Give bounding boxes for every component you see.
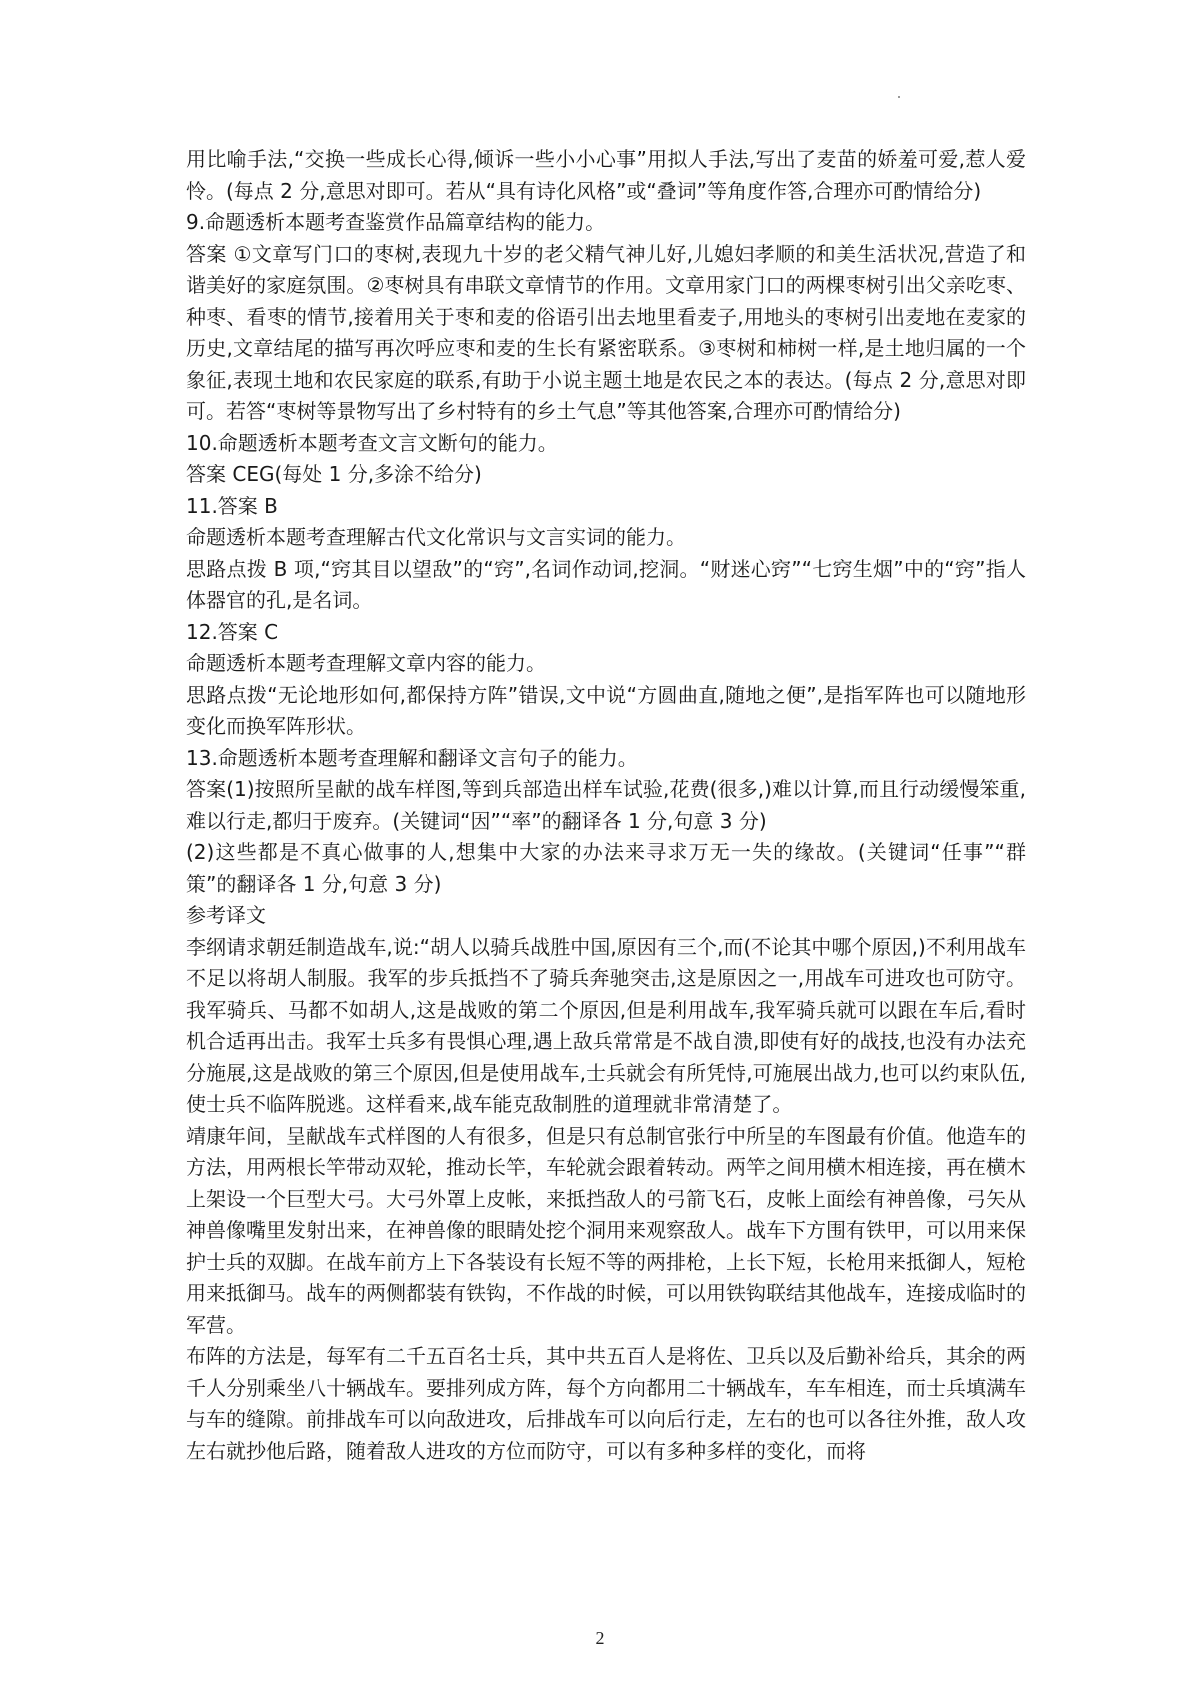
paragraph: 靖康年间，呈献战车式样图的人有很多，但是只有总制官张行中所呈的车图最有价值。他造车的方法，用两根长竿带动双轮，推动长竿，车轮就会跟着转动。两竿之间用横木相连接，再在横木上架设一个巨型大弓。大弓外罩上皮帐，来抵挡敌人的弓箭飞石，皮帐上面绘有神兽像，弓矢从神兽像嘴里发射出来，在神兽像的眼睛处挖个洞用来观察敌人。战车下方围有铁甲，可以用来保护士兵的双脚。在战车前方上下各装设有长短不等的两排枪，上长下短，长枪用来抵御人，短枪用来抵御马。战车的两侧都装有铁钩，不作战的时候，可以用铁钩联结其他战车，连接成临时的军营。 bbox=[186, 1123, 1026, 1337]
paragraph: 用比喻手法,“交换一些成长心得,倾诉一些小小心事”用拟人手法,写出了麦苗的娇羞可爱,惹人爱怜。(每点 2 分,意思对即可。若从“具有诗化风格”或“叠词”等角度作答,合理亦可酌情给分) bbox=[186, 147, 1026, 203]
paragraph: 答案(1)按照所呈献的战车样图,等到兵部造出样车试验,花费(很多,)难以计算,而且行动缓慢笨重,难以行走,都归于废弃。(关键词“因”“率”的翻译各 1 分,句意 3 分) bbox=[186, 777, 1026, 833]
paragraph: 答案 CEG(每处 1 分,多涂不给分) bbox=[186, 462, 482, 486]
paragraph: 命题透析本题考查理解文章内容的能力。 bbox=[186, 651, 546, 675]
paragraph: 9.命题透析本题考查鉴赏作品篇章结构的能力。 bbox=[186, 210, 606, 234]
paragraph: 布阵的方法是，每军有二千五百名士兵，其中共五百人是将佐、卫兵以及后勤补给兵，其余的两千人分别乘坐八十辆战车。要排列成方阵，每个方向都用二十辆战车，车车相连，而士兵填满车与车的缝隙。前排战车可以向敌进攻，后排战车可以向后行走，左右的也可以各往外推，敌人攻左右就抄他后路，随着敌人进攻的方位而防守，可以有多种多样的变化，而将 bbox=[186, 1344, 1026, 1463]
paragraph: 答案 ①文章写门口的枣树,表现九十岁的老父精气神儿好,儿媳妇孝顺的和美生活状况,营造了和谐美好的家庭氛围。②枣树具有串联文章情节的作用。文章用家门口的两棵枣树引出父亲吃枣、种枣、看枣的情节,接着用关于枣和麦的俗语引出去地里看麦子,用地头的枣树引出麦地在麦家的历史,文章结尾的描写再次呼应枣和麦的生长有紧密联系。③枣树和柿树一样,是土地归属的一个象征,表现土地和农民家庭的联系,有助于小说主题土地是农民之本的表达。(每点 2 分,意思对即可。若答“枣树等景物写出了乡村特有的乡土气息”等其他答案,合理亦可酌情给分) bbox=[186, 241, 1026, 423]
paragraph: 13.命题透析本题考查理解和翻译文言句子的能力。 bbox=[186, 745, 638, 770]
paragraph: 12.答案 C bbox=[186, 619, 279, 644]
paragraph: 命题透析本题考查理解古代文化常识与文言实词的能力。 bbox=[186, 525, 686, 549]
paragraph: 思路点拨 B 项,“窍其目以望敌”的“窍”,名词作动词,挖洞。“财迷心窍”“七窍生烟”中的“窍”指人体器官的孔,是名词。 bbox=[186, 556, 1026, 612]
document-body bbox=[186, 144, 1026, 1467]
paragraph: 10.命题透析本题考查文言文断句的能力。 bbox=[186, 430, 558, 455]
paragraph: (2)这些都是不真心做事的人,想集中大家的办法来寻求万无一失的缘故。(关键词“任事”“群策”的翻译各 1 分,句意 3 分) bbox=[186, 840, 1026, 896]
paragraph: 参考译文 bbox=[186, 903, 266, 927]
page-number: 2 bbox=[595, 1628, 605, 1648]
paragraph: 李纲请求朝廷制造战车,说:“胡人以骑兵战胜中国,原因有三个,而(不论其中哪个原因,)不利用战车不足以将胡人制服。我军的步兵抵挡不了骑兵奔驰突击,这是原因之一,用战车可进攻也可防守。我军骑兵、马都不如胡人,这是战败的第二个原因,但是利用战车,我军骑兵就可以跟在车后,看时机合适再出击。我军士兵多有畏惧心理,遇上敌兵常常是不战自溃,即使有好的战技,也没有办法充分施展,这是战败的第三个原因,但是使用战车,士兵就会有所凭恃,可施展出战力,也可以约束队伍,使士兵不临阵脱逃。这样看来,战车能克敌制胜的道理就非常清楚了。 bbox=[186, 934, 1026, 1116]
paragraph: 思路点拨“无论地形如何,都保持方阵”错误,文中说“方圆曲直,随地之便”,是指军阵也可以随地形变化而换军阵形状。 bbox=[186, 682, 1026, 738]
paragraph: 11.答案 B bbox=[186, 493, 278, 518]
scan-speck bbox=[898, 96, 900, 98]
